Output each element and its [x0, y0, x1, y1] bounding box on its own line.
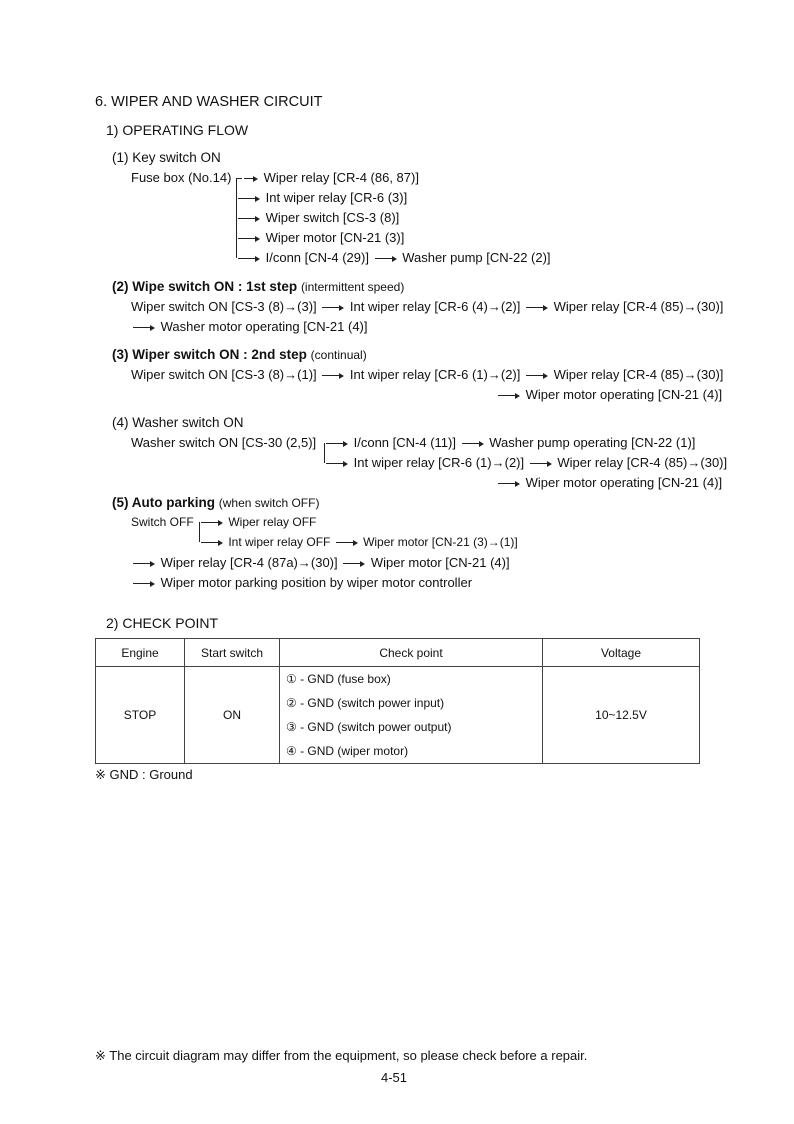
arrow-icon — [322, 372, 344, 380]
arrow-icon — [201, 539, 223, 547]
bottom-note: ※ The circuit diagram may differ from the equipment, so please check before a repair. — [95, 1048, 588, 1063]
flow-line: Wiper motor operating [CN-21 (4)] — [496, 388, 722, 401]
arrow-icon — [530, 460, 552, 468]
check-point-title: 2) CHECK POINT — [106, 615, 219, 631]
engine-cell: STOP — [96, 667, 185, 764]
arrow-icon — [343, 560, 365, 568]
flow-line: Int wiper relay [CR-6 (1)→(2)] Wiper relay [CR-4 (85)→(30)] — [324, 456, 727, 469]
flow-line: Wiper motor operating [CN-21 (4)] — [496, 476, 722, 489]
page-number: 4-51 — [381, 1070, 408, 1085]
voltage-cell: 10~12.5V — [543, 667, 700, 764]
arrow-icon — [238, 235, 260, 243]
operating-flow-title: 1) OPERATING FLOW — [106, 122, 249, 138]
arrow-icon — [526, 372, 548, 380]
col-start-switch: Start switch — [185, 639, 280, 667]
flow-line: Washer motor operating [CN-21 (4)] — [131, 320, 368, 333]
col-engine: Engine — [96, 639, 185, 667]
check-point-table — [95, 638, 700, 764]
switch-off-source: Switch OFF — [131, 515, 194, 529]
flow-item: Int wiper relay [CR-6 (3)] — [236, 191, 407, 204]
arrow-icon — [336, 539, 358, 547]
flow-item: Wiper switch [CS-3 (8)] — [236, 211, 399, 224]
arrow-icon — [326, 440, 348, 448]
start-switch-cell: ON — [185, 667, 280, 764]
wipe-step1-title: (2) Wipe switch ON : 1st step (intermittent speed) — [112, 279, 405, 294]
flow-line: Wiper relay [CR-4 (87a)→(30)] Wiper motor [CN-21 (4)] — [131, 556, 510, 569]
fuse-box-source: Fuse box (No.14) — [131, 170, 232, 185]
wipe-step2-title: (3) Wiper switch ON : 2nd step (continual) — [112, 347, 367, 362]
check-point-item: ③ - GND (switch power output) — [286, 720, 452, 734]
check-point-item: ② - GND (switch power input) — [286, 696, 445, 710]
key-switch-title: (1) Key switch ON — [112, 150, 221, 165]
col-voltage: Voltage — [543, 639, 700, 667]
arrow-icon — [498, 480, 520, 488]
arrow-icon — [526, 304, 548, 312]
section-title: 6. WIPER AND WASHER CIRCUIT — [95, 94, 323, 110]
gnd-footnote: ※ GND : Ground — [95, 767, 193, 782]
arrow-icon — [133, 560, 155, 568]
flow-line: Wiper relay OFF — [199, 516, 316, 528]
flow-line: Wiper motor parking position by wiper motor controller — [131, 576, 472, 589]
arrow-icon — [244, 175, 258, 183]
flow-line: Wiper switch ON [CS-3 (8)→(1)] Int wiper relay [CR-6 (1)→(2)] Wiper relay [CR-4 (85)→(30)] — [131, 367, 724, 382]
arrow-icon — [133, 580, 155, 588]
washer-switch-title: (4) Washer switch ON — [112, 415, 244, 430]
arrow-icon — [238, 215, 260, 223]
auto-parking-title: (5) Auto parking (when switch OFF) — [112, 495, 320, 510]
flow-line: Int wiper relay OFF Wiper motor [CN-21 (3)→(1)] — [199, 536, 518, 548]
check-point-item: ① - GND (fuse box) — [286, 672, 391, 686]
table-row — [96, 667, 700, 764]
arrow-icon — [462, 440, 484, 448]
arrow-icon — [498, 392, 520, 400]
flow-item: I/conn [CN-4 (29)] Washer pump [CN-22 (2)] — [236, 251, 551, 264]
flow-line: Wiper switch ON [CS-3 (8)→(3)] Int wiper relay [CR-6 (4)→(2)] Wiper relay [CR-4 (85)→(30)] — [131, 299, 724, 314]
arrow-icon — [201, 519, 223, 527]
flow-line: I/conn [CN-4 (11)] Washer pump operating [CN-22 (1)] — [324, 436, 695, 449]
arrow-icon — [326, 460, 348, 468]
washer-source: Washer switch ON [CS-30 (2,5)] — [131, 435, 317, 450]
arrow-icon — [322, 304, 344, 312]
arrow-icon — [238, 255, 260, 263]
check-point-item: ④ - GND (wiper motor) — [286, 744, 409, 758]
flow-item: Wiper motor [CN-21 (3)] — [236, 231, 404, 244]
col-check-point: Check point — [280, 639, 543, 667]
table-header-row — [96, 639, 700, 667]
arrow-icon — [238, 195, 260, 203]
arrow-icon — [133, 324, 155, 332]
arrow-icon — [375, 255, 397, 263]
flow-item: Wiper relay [CR-4 (86, 87)] — [242, 171, 419, 184]
check-point-cell — [280, 667, 543, 764]
